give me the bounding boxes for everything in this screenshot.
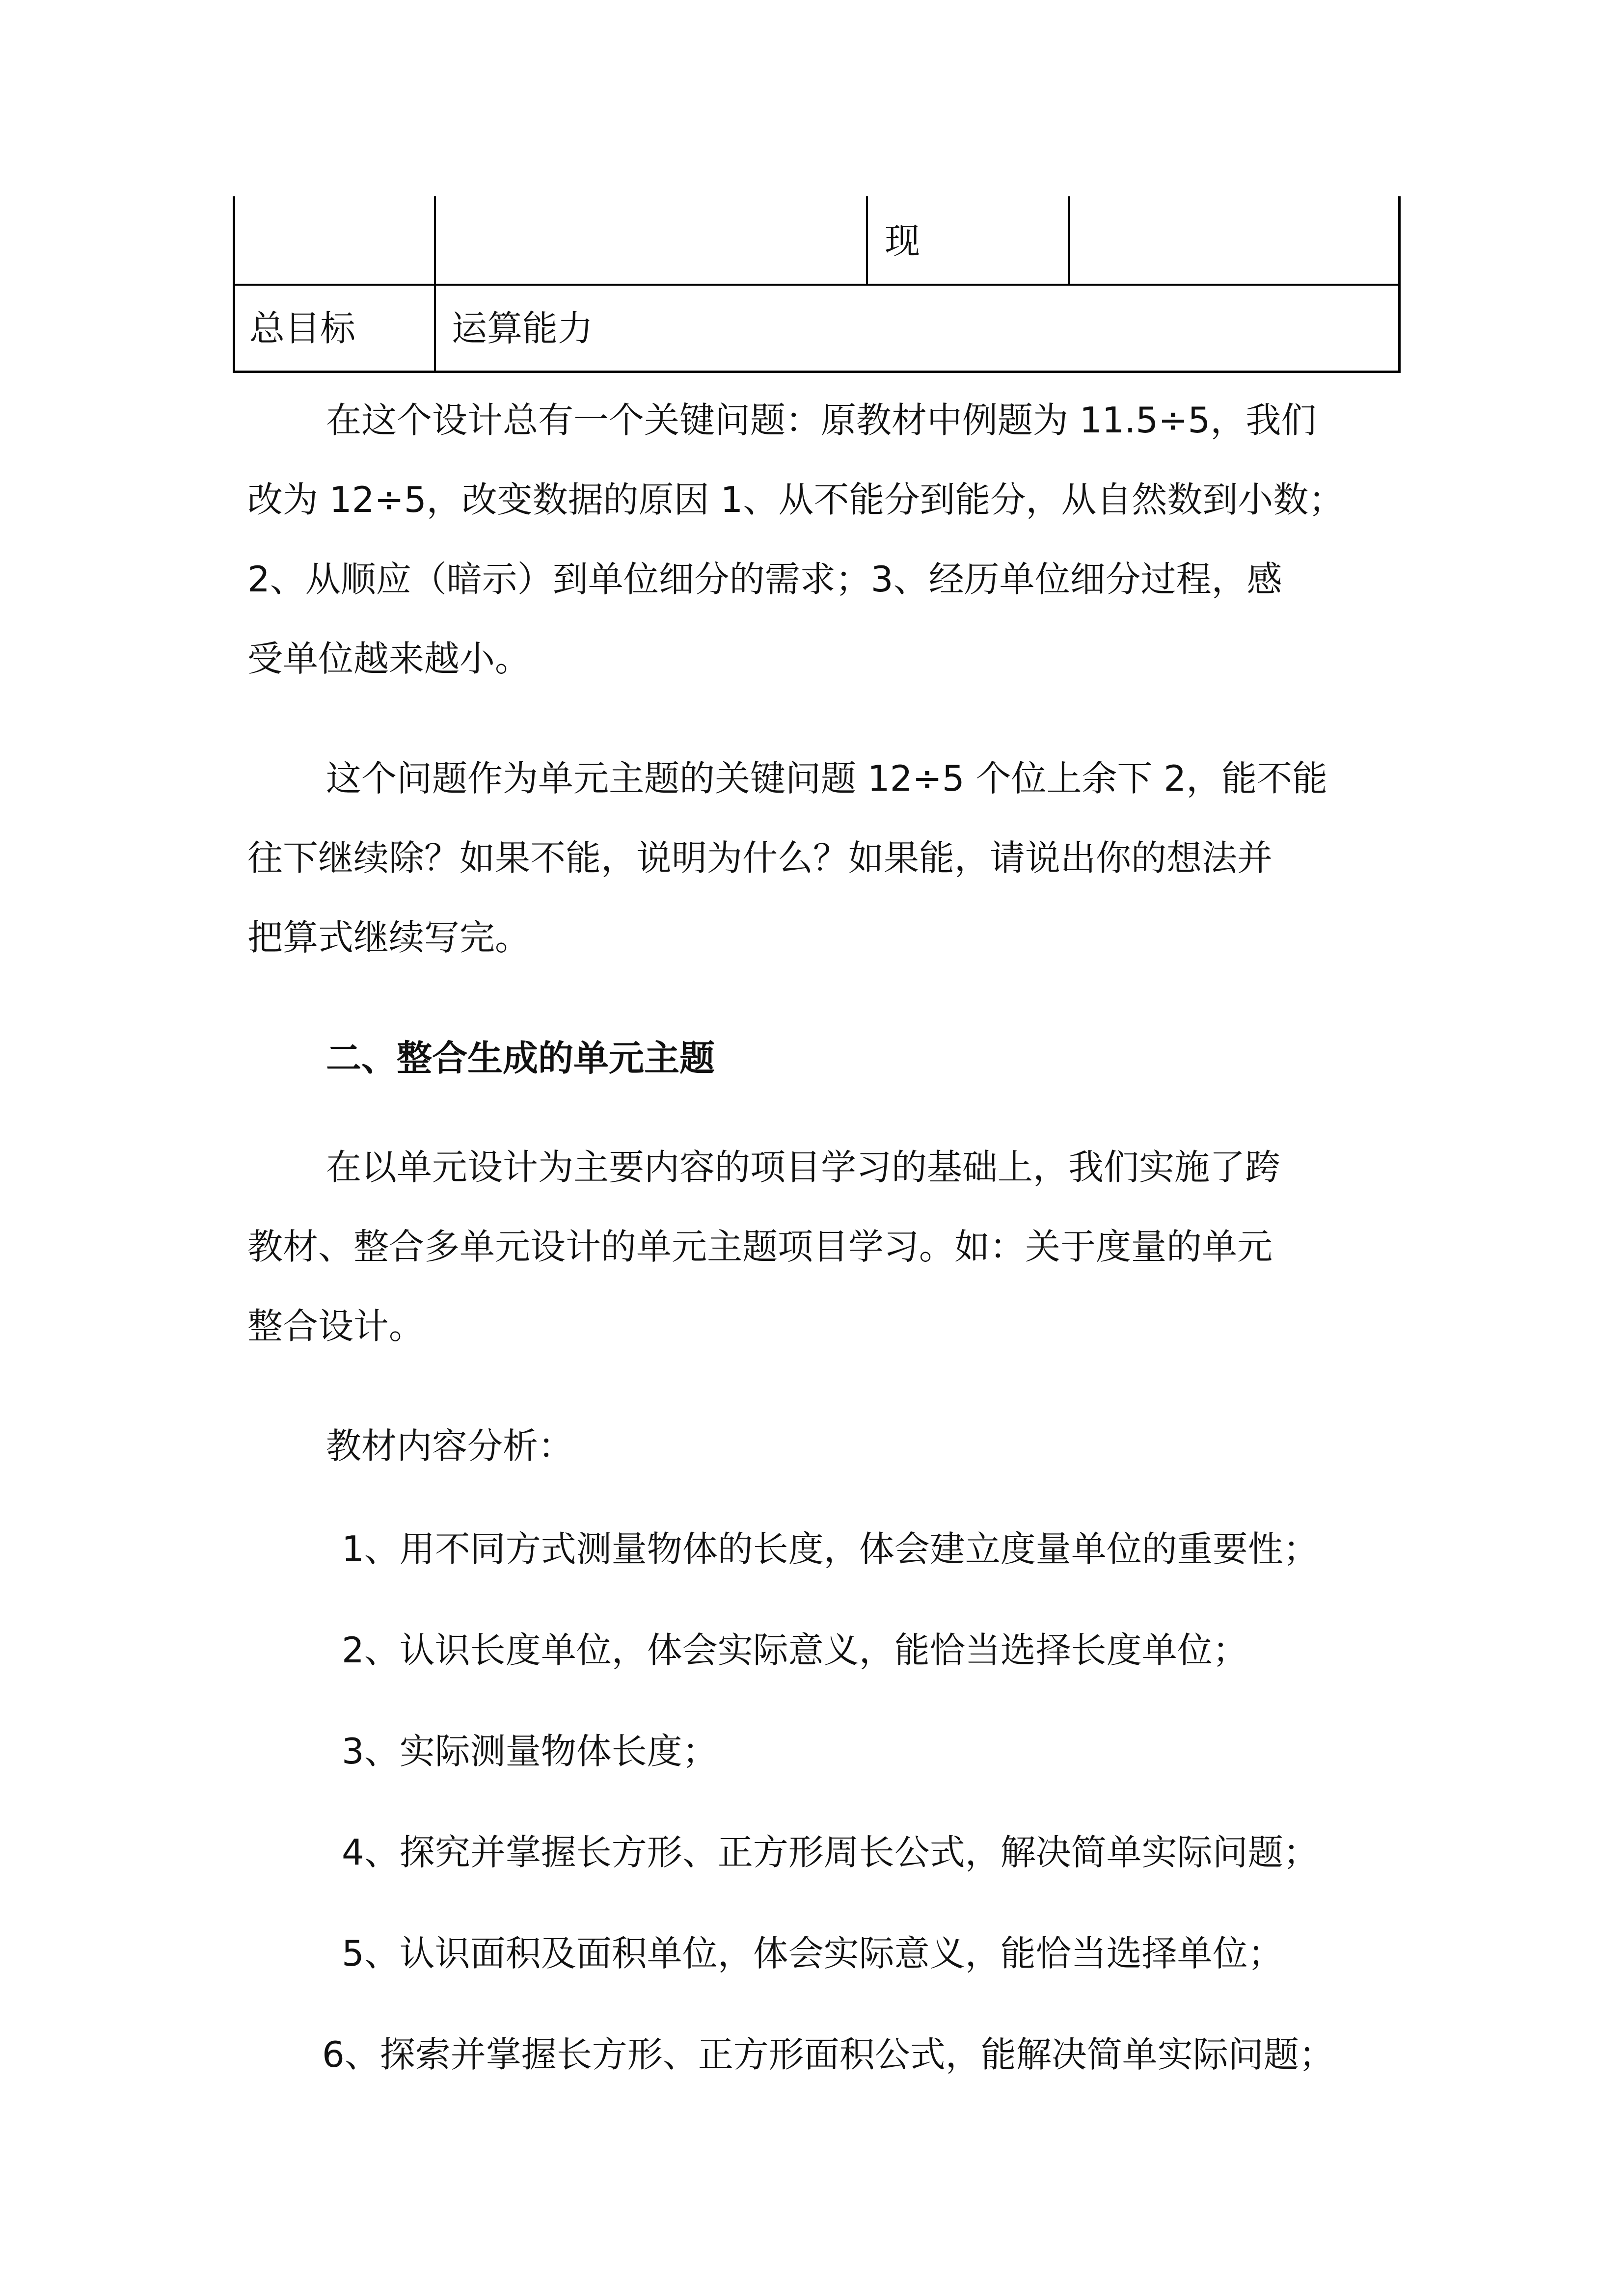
table-cell-total-goal-label: 总目标 (249, 308, 356, 349)
paragraph-line: 在这个设计总有一个关键问题：原教材中例题为 11.5÷5，我们 (326, 400, 1317, 441)
paragraph-line: 受单位越来越小。 (247, 638, 531, 679)
section-heading (247, 1031, 1386, 1090)
analysis-label (247, 1418, 1386, 1477)
table-divider-col3 (1068, 196, 1070, 285)
paragraph-line: 整合设计。 (247, 1306, 425, 1347)
analysis-label-text: 教材内容分析： (326, 1425, 574, 1467)
paragraph-line: 在以单元设计为主要内容的项目学习的基础上，我们实施了跨 (326, 1147, 1281, 1188)
table-border-bottom (233, 371, 1401, 373)
paragraph-line: 往下继续除？如果不能，说明为什么？如果能，请说出你的想法并 (247, 837, 1273, 879)
list-item: 5、认识面积及面积单位，体会实际意义，能恰当选择单位； (342, 1933, 1283, 1974)
list-item: 2、认识长度单位，体会实际意义，能恰当选择长度单位； (342, 1629, 1248, 1671)
paragraph-line: 教材、整合多单元设计的单元主题项目学习。如：关于度量的单元 (247, 1226, 1273, 1267)
list-item: 3、实际测量物体长度； (342, 1731, 718, 1772)
table-row-separator (233, 284, 1401, 286)
list-item: 4、探究并掌握长方形、正方形周长公式，解决简单实际问题； (342, 1832, 1319, 1873)
paragraph-line: 改为 12÷5，改变数据的原因 1、从不能分到能分，从自然数到小数； (247, 479, 1344, 520)
table-cell-total-goal-value: 运算能力 (452, 308, 594, 349)
paragraph-line: 2、从顺应（暗示）到单位细分的需求；3、经历单位细分过程，感 (247, 559, 1282, 600)
paragraph-key-question (247, 393, 1386, 707)
content-analysis-list (247, 1522, 1386, 2130)
list-item: 6、探索并掌握长方形、正方形面积公式，能解决简单实际问题； (322, 2034, 1334, 2075)
goals-table (233, 0, 1401, 373)
paragraph-line: 把算式继续写完。 (247, 917, 531, 958)
paragraph-unit-question (247, 751, 1386, 987)
list-item: 1、用不同方式测量物体的长度，体会建立度量单位的重要性； (342, 1528, 1319, 1570)
paragraph-line: 这个问题作为单元主题的关键问题 12÷5 个位上余下 2，能不能 (326, 758, 1328, 799)
table-divider-col2 (866, 196, 868, 285)
section-heading-text: 二、整合生成的单元主题 (326, 1038, 715, 1079)
paragraph-project-learning (247, 1140, 1386, 1375)
table-cell-row1-col3: 现 (885, 220, 920, 262)
